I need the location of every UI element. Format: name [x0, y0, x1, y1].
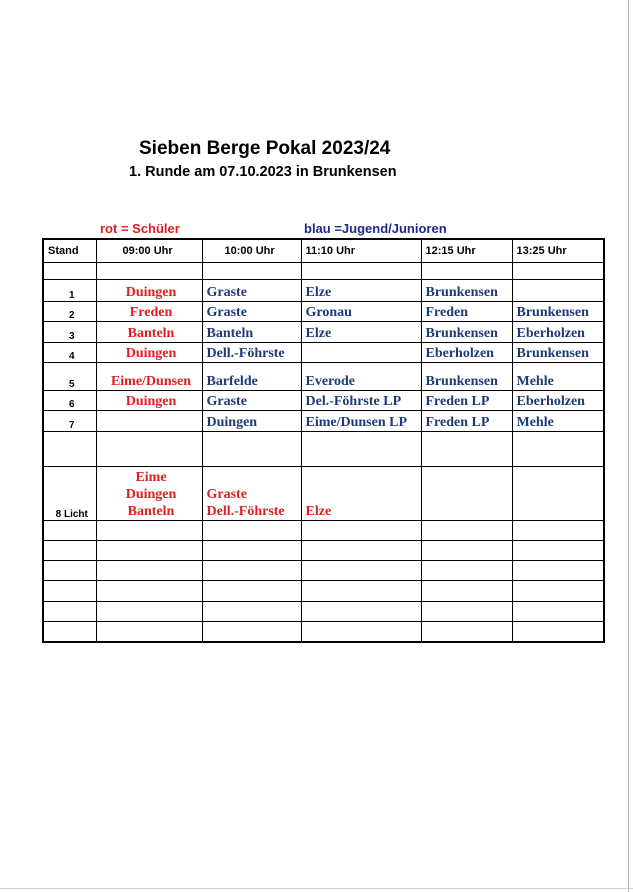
team-name: Graste	[206, 486, 247, 502]
cell-jugend: Brunkensen	[512, 301, 604, 321]
legend-red: rot = Schüler	[100, 221, 180, 236]
cell-jugend: Banteln	[202, 321, 301, 342]
cell-jugend: Gronau	[301, 301, 421, 321]
cell-jugend: Eberholzen	[421, 342, 512, 362]
cell-jugend: Brunkensen	[421, 362, 512, 390]
header-time: 09:00 Uhr	[96, 239, 202, 262]
table-row-empty	[43, 520, 604, 540]
header-time: 12:15 Uhr	[421, 239, 512, 262]
team-name: Dell.-Föhrste	[206, 503, 285, 519]
cell-jugend: Freden LP	[421, 390, 512, 410]
cell-jugend: Eime/Dunsen LP	[301, 410, 421, 431]
cell-jugend: Brunkensen	[512, 342, 604, 362]
table-row	[43, 279, 604, 301]
cell-jugend: Elze	[301, 321, 421, 342]
cell-licht-11: Elze	[301, 466, 421, 520]
stand-number: 3	[43, 321, 96, 342]
cell-jugend: Eberholzen	[512, 321, 604, 342]
cell-jugend: Graste	[202, 301, 301, 321]
table-row-empty	[43, 431, 604, 466]
stand-number: 5	[43, 362, 96, 390]
cell-schueler: Duingen	[96, 342, 202, 362]
cell-jugend: Freden LP	[421, 410, 512, 431]
table-row	[43, 390, 604, 410]
table-row-empty	[43, 262, 604, 279]
team-name: Banteln	[127, 503, 175, 519]
table-row	[43, 342, 604, 362]
cell-schueler: Duingen	[96, 279, 202, 301]
cell-jugend	[301, 342, 421, 362]
page-title: Sieben Berge Pokal 2023/24	[139, 138, 391, 159]
cell-jugend: Elze	[301, 279, 421, 301]
cell-schueler	[96, 410, 202, 431]
cell-jugend: Dell.-Föhrste	[202, 342, 301, 362]
cell-jugend: Freden	[421, 301, 512, 321]
cell-schueler: Duingen	[96, 390, 202, 410]
table-row	[43, 362, 604, 390]
cell-jugend: Brunkensen	[421, 321, 512, 342]
stand-number: 4	[43, 342, 96, 362]
stand-number: 1	[43, 279, 96, 301]
cell-schueler: Banteln	[96, 321, 202, 342]
cell-jugend: Everode	[301, 362, 421, 390]
header-stand: Stand	[43, 239, 96, 262]
table-row	[43, 321, 604, 342]
cell-licht-schueler	[96, 466, 202, 520]
stand-number: 7	[43, 410, 96, 431]
table-row	[43, 410, 604, 431]
cell-jugend: Brunkensen	[421, 279, 512, 301]
cell-jugend: Graste	[202, 390, 301, 410]
cell-schueler: Freden	[96, 301, 202, 321]
stand-licht: 8 Licht	[43, 466, 96, 520]
team-name: Duingen	[125, 486, 177, 502]
stand-number: 6	[43, 390, 96, 410]
table-row-empty	[43, 560, 604, 580]
header-time: 10:00 Uhr	[202, 239, 301, 262]
cell-jugend	[512, 279, 604, 301]
cell-jugend: Duingen	[202, 410, 301, 431]
page-edge-bottom	[0, 888, 633, 889]
table-header-row	[43, 239, 604, 262]
cell-jugend: Graste	[202, 279, 301, 301]
cell-jugend: Barfelde	[202, 362, 301, 390]
cell-licht-10	[202, 466, 301, 520]
header-time: 13:25 Uhr	[512, 239, 604, 262]
table-row-empty	[43, 621, 604, 642]
table-row-empty	[43, 580, 604, 601]
table-row	[43, 301, 604, 321]
page-subtitle: 1. Runde am 07.10.2023 in Brunkensen	[129, 164, 397, 180]
legend-blue: blau =Jugend/Junioren	[304, 221, 447, 236]
cell-jugend: Del.-Föhrste LP	[301, 390, 421, 410]
cell-jugend: Eberholzen	[512, 390, 604, 410]
stand-number: 2	[43, 301, 96, 321]
table-row-empty	[43, 601, 604, 621]
team-name: Eime	[135, 469, 167, 485]
table-row-empty	[43, 540, 604, 560]
page-edge-right	[628, 0, 629, 892]
schedule-table	[42, 238, 605, 643]
cell-jugend: Mehle	[512, 410, 604, 431]
header-time: 11:10 Uhr	[301, 239, 421, 262]
cell-schueler: Eime/Dunsen	[96, 362, 202, 390]
cell-jugend: Mehle	[512, 362, 604, 390]
table-row-licht	[43, 466, 604, 520]
